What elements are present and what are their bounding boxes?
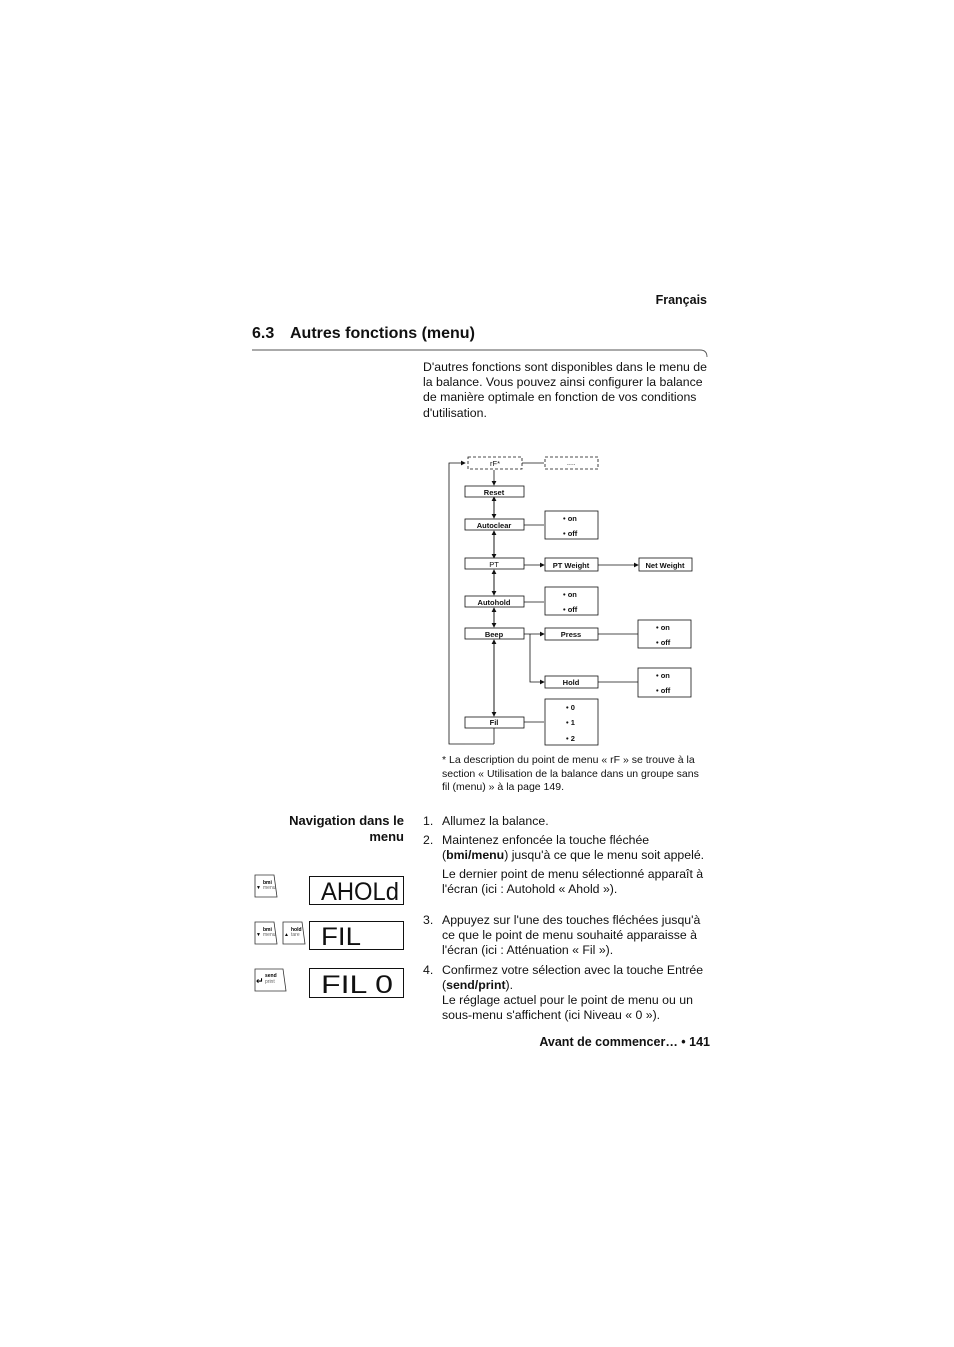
pt-weight-label: PT Weight: [552, 561, 590, 570]
step-text: Appuyez sur l'une des touches fléchées jusqu'à ce que le point de menu souhaité apparaisse à l'écran (ici : Atténuation « Fil »).: [442, 913, 701, 958]
step-number: 4.: [423, 962, 434, 977]
bmi-menu-key-icon: [254, 874, 278, 898]
navigation-heading-line1: Navigation dans le: [289, 813, 404, 828]
hold-tare-key-icon: [282, 921, 306, 945]
autoclear-off: • off: [563, 529, 578, 538]
fil-label: Fil: [489, 718, 499, 727]
step-number: 1.: [423, 814, 434, 828]
display-fil: [309, 921, 405, 951]
press-label: Press: [560, 630, 582, 639]
step-text: ) jusqu'à ce que le menu soit appelé.: [504, 848, 705, 863]
step-1: [423, 814, 713, 829]
svg-text:FIL 0: FIL 0: [321, 971, 393, 999]
svg-text:bmi: bmi: [263, 880, 272, 886]
bmi-menu-key-icon: [254, 921, 278, 945]
svg-text:▼: ▼: [256, 885, 261, 891]
press-on: • on: [656, 623, 670, 632]
section-title-text: Autres fonctions (menu): [290, 325, 475, 342]
net-weight-label: Net Weight: [645, 561, 685, 570]
autohold-on: • on: [563, 590, 577, 599]
page-footer: Avant de commencer… • 141: [539, 1035, 710, 1049]
press-off: • off: [656, 638, 671, 647]
step-2: [423, 833, 713, 897]
autoclear-label: Autoclear: [476, 521, 512, 530]
rf-label: rF*: [490, 459, 500, 468]
display-ahold: [309, 876, 405, 906]
svg-text:tare: tare: [291, 932, 300, 938]
intro-paragraph: D'autres fonctions sont disponibles dans le menu de la balance. Vous pouvez ainsi configurer la balance de manière optimale en fonction de vos conditions d'utilisation.: [423, 360, 707, 420]
step-note: Le dernier point de menu sélectionné apparaît à l'écran (ici : Autohold « Ahold »).: [442, 866, 704, 896]
svg-text:print: print: [265, 979, 275, 985]
svg-text:send: send: [265, 973, 277, 979]
hold-label: Hold: [562, 678, 580, 687]
step-4: [423, 963, 713, 1024]
step-number: 2.: [423, 833, 434, 848]
svg-text:AHOLd: AHOLd: [321, 878, 399, 906]
autohold-label: Autohold: [477, 598, 511, 607]
section-number: 6.3: [252, 325, 275, 342]
send-print-key-icon: [254, 968, 288, 993]
reset-label: Reset: [483, 488, 505, 497]
step-text: Maintenez enfoncée la touche fléchée (: [442, 833, 650, 863]
step-text: Confirmez votre sélection avec la touche Entrée (: [442, 962, 704, 992]
navigation-heading: [252, 813, 404, 845]
step-number: 3.: [423, 913, 434, 928]
section-title: [252, 325, 475, 343]
menu-diagram: [440, 450, 710, 750]
footnote: * La description du point de menu « rF » se trouve à la section « Utilisation de la balance dans un groupe sans fil (menu) » à la page 149.: [442, 754, 699, 794]
svg-text:▲: ▲: [284, 932, 289, 938]
language-label: Français: [655, 293, 707, 307]
svg-text:▼: ▼: [256, 932, 261, 938]
autohold-off: • off: [563, 605, 578, 614]
svg-text:menu: menu: [263, 885, 276, 891]
fil-level-1: • 1: [566, 718, 575, 727]
svg-text:↵: ↵: [256, 976, 264, 986]
section-rule: [252, 346, 712, 358]
hold-off: • off: [656, 686, 671, 695]
key-name: send/print: [446, 977, 506, 992]
svg-text:FIL: FIL: [321, 923, 362, 951]
steps-list: [423, 814, 713, 1023]
step-text: Allumez la balance.: [442, 814, 549, 828]
beep-label: Beep: [484, 630, 504, 639]
fil-level-2: • 2: [566, 734, 575, 743]
fil-level-0: • 0: [566, 703, 575, 712]
hold-on: • on: [656, 671, 670, 680]
step-3: [423, 913, 713, 959]
step-note: Le réglage actuel pour le point de menu ou un sous-menu s'affichent (ici Niveau « 0 »).: [442, 993, 693, 1023]
display-fil-0: [309, 968, 405, 999]
pt-label: PT: [489, 560, 499, 569]
navigation-heading-line2: menu: [369, 829, 404, 844]
svg-text:hold: hold: [291, 927, 302, 933]
svg-text:menu: menu: [263, 932, 276, 938]
step-text: ).: [505, 977, 514, 992]
autoclear-on: • on: [563, 514, 577, 523]
svg-text:bmi: bmi: [263, 927, 272, 933]
key-name: bmi/menu: [446, 848, 505, 863]
dots-label: ....: [566, 458, 576, 467]
